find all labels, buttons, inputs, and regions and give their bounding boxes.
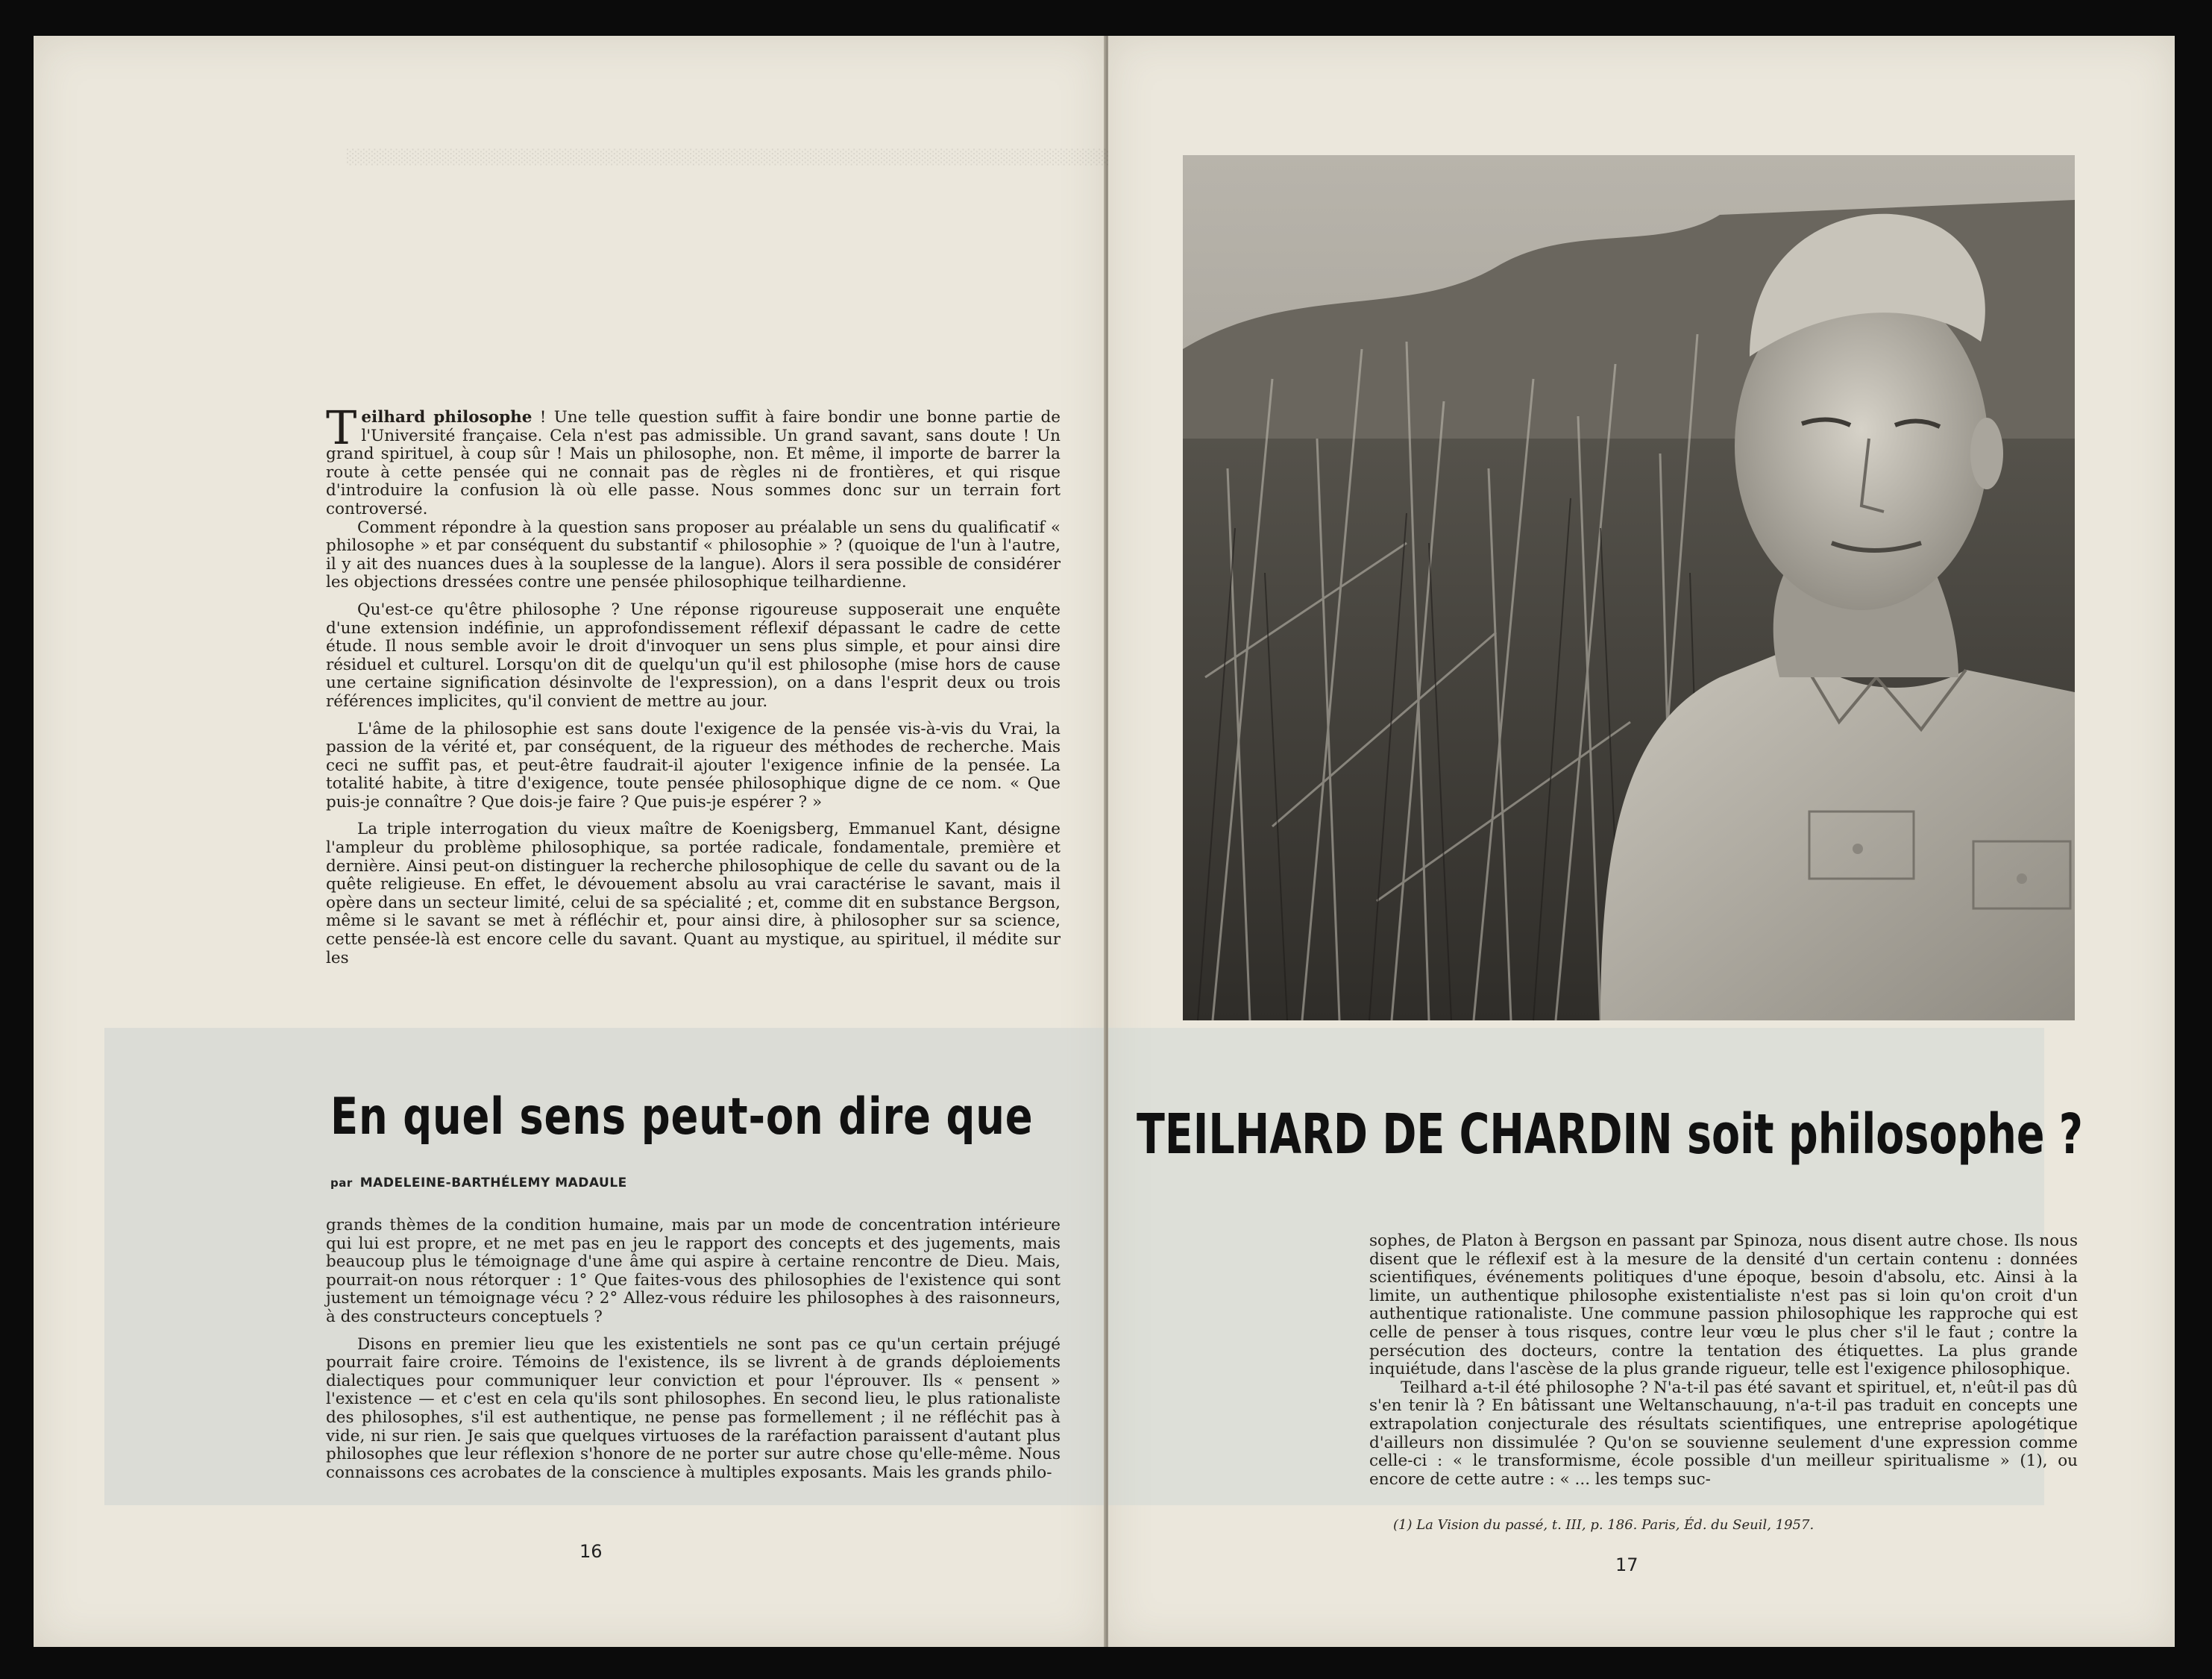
intro-rest: ! Une telle question suffit à faire bondir une bonne partie de l'Université française. Cela n'est pas admissible. Un grand savant, sans doute ! Un grand spirituel, à coup sûr ! Mais un philosophe, non. Et même, il importe de barrer la route à cette pensée qui ne connait pas de règles ni de frontières, et qui risque d'introduire la confusion là où elle passe. Nous sommes donc sur un terrain fort controversé. (326, 408, 1061, 518)
page-number-left: 16 (579, 1541, 603, 1562)
paragraph: Teilhard a-t-il été philosophe ? N'a-t-il pas été savant et spirituel, et, n'eût-il pas dû s'en tenir là ? En bâtissant une Weltanschauung, n'a-t-il pas traduit en concepts une extrapolation conjecturale des résultats scientifiques, une entreprise apologétique d'ailleurs non dissimulée ? Qu'on se souvienne seulement d'une expression comme celle-ci : « le transformisme, école possible d'un meilleur spiritualisme » (1), ou encore de cette autre : « ... les temps suc- (1369, 1378, 2078, 1489)
portrait-photo (1183, 155, 2075, 1020)
paragraph: L'âme de la philosophie est sans doute l'exigence de la pensée vis-à-vis du Vrai, la passion de la vérité et, par conséquent, de la rigueur des méthodes de recherche. Mais ceci ne suffit pas, et peut-être faudrait-il ajouter l'exigence infinie de la pensée. La totalité habite, à titre d'exigence, toute pensée philosophique digne de ce nom. « Que puis-je connaître ? Que dois-je faire ? Que puis-je espérer ? » (326, 719, 1061, 812)
byline (330, 1176, 627, 1190)
paragraph: sophes, de Platon à Bergson en passant par Spinoza, nous disent autre chose. Ils nous disent que le réflexif est à la mesure de la densité d'un certain contenu : données scientifiques, événements politiques d'une époque, besoin d'absolu, etc. Ainsi à la limite, un authentique philosophe existentialiste n'est pas si loin qu'on croit d'un authentique rationaliste. Une commune passion philosophique les rapproche qui est celle de penser à tous risques, contre leur vœu le plus cher s'il le faut ; contre la persécution des docteurs, contre la tentation des étiquettes. La plus grande inquiétude, dans l'ascèse de la plus grande rigueur, telle est l'exigence philosophique. (1369, 1231, 2078, 1379)
headline-left-part: En quel sens peut-on dire que (330, 1088, 1034, 1146)
paragraph: Comment répondre à la question sans proposer au préalable un sens du qualificatif « philosophe » et par conséquent du substantif « philosophie » ? (quoique de l'un à l'autre, il y ait des nuances dues à la souplesse de la langue). Alors il sera possible de considérer les objections dressées contre une pensée philosophique teilhardienne. (326, 518, 1061, 592)
paragraph: Disons en premier lieu que les existentiels ne sont pas ce qu'un certain préjugé pourrait faire croire. Témoins de l'existence, ils se livrent à de grands déploiements dialectiques pour communiquer leur conviction et pour l'éprouver. Ils « pensent » l'existence — et c'est en cela qu'ils sont philosophes. En second lieu, le plus rationaliste des philosophes, s'il est authentique, ne pense pas formellement ; il ne réfléchit pas à vide, ni sur rien. Je sais que quelques virtuoses de la raréfaction paraissent d'autant plus philosophes que leur réflexion s'honore de ne porter sur autre chose qu'elle-même. Nous connaissons ces acrobates de la conscience à multiples exposants. Mais les grands philo- (326, 1334, 1061, 1482)
left-column-top (326, 401, 1061, 967)
left-column-bottom (326, 1217, 1061, 1482)
paragraph: grands thèmes de la condition humaine, mais par un mode de concentration intérieure qui lui est propre, et ne met pas en jeu le rapport des concepts et des jugements, mais beaucoup plus le témoignage d'une âme qui aspire à certaine rencontre de Dieu. Mais, pourrait-on nous rétorquer : 1° Que faites-vous des philosophies de l'existence qui sont justement un témoignage vécu ? 2° Allez-vous réduire les philosophes à des raisonneurs, à des constructeurs conceptuels ? (326, 1216, 1061, 1326)
intro-paragraph (326, 401, 1061, 519)
portrait-photo-image (1183, 155, 2075, 1020)
right-page (1108, 36, 2175, 1647)
show-through-text: ░░░░░░░░░░░░░░░░░░░░░░░░░░░░░░░░░░░░░░░░░░░░░░░░░░░░░░░░░░░░░░░░░░░░░░░░░░░░░░░ (347, 149, 1208, 166)
drop-cap: T (326, 401, 357, 455)
page-number-right: 17 (1615, 1554, 1638, 1575)
footnote: (1) La Vision du passé, t. III, p. 186. Paris, Éd. du Seuil, 1957. (1393, 1517, 1814, 1533)
headline-right-part: TEILHARD DE CHARDIN soit philosophe ? (1137, 1102, 2083, 1167)
paragraph: La triple interrogation du vieux maître de Koenigsberg, Emmanuel Kant, désigne l'ampleur du problème philosophique, sa portée radicale, fondamentale, première et dernière. Ainsi peut-on distinguer la recherche philosophique de celle du savant ou de la quête religieuse. En effet, le dévouement absolu au vrai caractérise le savant, mais il opère dans un secteur limité, celui de sa spécialité ; et, comme dit en substance Bergson, même si le savant se met à réfléchir et, pour ainsi dire, à philosopher sur sa science, cette pensée-là est encore celle du savant. Quant au mystique, au spirituel, il médite sur les (326, 820, 1061, 967)
byline-author: MADELEINE-BARTHÉLEMY MADAULE (359, 1176, 627, 1190)
left-page (34, 36, 1208, 1647)
intro-lead: eilhard philosophe (361, 408, 532, 427)
byline-par: par (330, 1176, 353, 1190)
right-column (1369, 1232, 2078, 1489)
paragraph: Qu'est-ce qu'être philosophe ? Une réponse rigoureuse supposerait une enquête d'une extension indéfinie, un approfondissement réflexif dépassant le cadre de cette étude. Il nous semble avoir le droit d'invoquer un sens plus simple, et pour ainsi dire résiduel et culturel. Lorsqu'on dit de quelqu'un qu'il est philosophe (mise hors de cause une certaine signification désinvolte de l'expression), on a dans l'esprit deux ou trois références implicites, qu'il convient de mettre au jour. (326, 600, 1061, 711)
